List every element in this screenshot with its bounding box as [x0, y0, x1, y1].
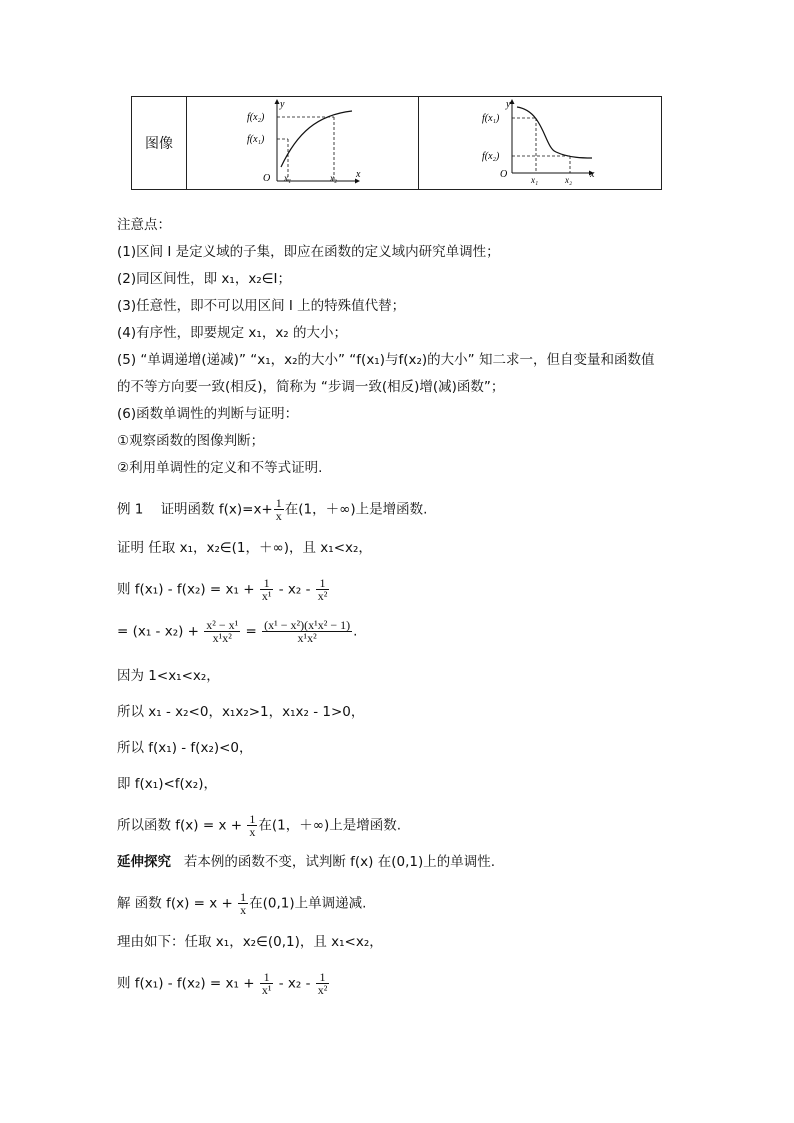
- proof-line-4: 因为 1<x₁<x₂，: [117, 668, 220, 684]
- table-label-cell: 图像: [132, 97, 187, 189]
- solution-line-1: 解 函数 f(x) = x + $\frac{1}{x}$ 在(0,1)上单调递减.: [117, 890, 367, 917]
- proof-line-8: 所以函数 f(x) = x + $\frac{1}{x}$ 在(1，＋∞)上是增函数.: [117, 812, 402, 839]
- note-6a: ①观察函数的图像判断；: [117, 433, 265, 449]
- notes-heading: 注意点：: [117, 217, 171, 233]
- fraction: $\frac{1}{\text{x²}}$: [317, 970, 328, 997]
- solution-line-2: 理由如下：任取 x₁，x₂∈(0,1)，且 x₁<x₂，: [117, 934, 383, 950]
- label-y: y: [280, 99, 285, 110]
- proof-line-6: 所以 f(x₁) - f(x₂)<0，: [117, 740, 253, 756]
- note-6: (6)函数单调性的判断与证明：: [117, 406, 299, 422]
- fraction: $\frac{1}{\text{x²}}$: [317, 576, 328, 603]
- label-x2: x₂: [330, 173, 338, 183]
- example-fraction: $\frac{1}{x}$: [275, 496, 282, 523]
- fraction: $\frac{\text{(x¹ − x²)(x¹x² − 1)}}{\text{x¹x²}}$: [264, 618, 351, 645]
- increasing-curve: [281, 111, 352, 167]
- decreasing-curve: [517, 107, 592, 158]
- label-x: x: [356, 169, 361, 180]
- label-f-x1: f(x₁): [247, 134, 265, 145]
- label-origin: O: [263, 173, 271, 184]
- label-x: x: [590, 169, 595, 180]
- label-f-x2: f(x₂): [482, 151, 500, 162]
- note-6b: ②利用单调性的定义和不等式证明.: [117, 460, 323, 476]
- proof-line-7: 即 f(x₁)<f(x₂)，: [117, 776, 217, 792]
- proof-line-3: = (x₁ - x₂) + $\frac{\text{x² − x¹}}{\text{x¹x²}}$ = $\frac{\text{(x¹ − x²)(x¹x² − 1)}}{\text{x¹x²}}$ .: [117, 618, 358, 645]
- fraction: $\frac{1}{\text{x¹}}$: [261, 576, 272, 603]
- label-x1: x₁: [284, 173, 292, 183]
- y-axis-arrow: [275, 99, 280, 104]
- extension-text: 若本例的函数不变，试判断 f(x) 在(0,1)上的单调性.: [183, 854, 496, 870]
- extension-label: 延伸探究: [117, 854, 171, 870]
- fraction: $\frac{1}{\text{x¹}}$: [261, 970, 272, 997]
- fraction: $\frac{1}{x}$: [240, 890, 247, 917]
- example-post: 在(1，＋∞)上是增函数.: [284, 501, 428, 518]
- decreasing-graph-cell: [419, 97, 661, 189]
- decreasing-function-graph: [419, 97, 663, 189]
- proof-line-5: 所以 x₁ - x₂<0，x₁x₂>1，x₁x₂ - 1>0，: [117, 704, 365, 720]
- note-4: (4)有序性，即要规定 x₁，x₂ 的大小；: [117, 325, 348, 341]
- increasing-function-graph: [187, 97, 419, 189]
- label-origin: O: [500, 169, 508, 180]
- note-3: (3)任意性，即不可以用区间 I 上的特殊值代替；: [117, 298, 406, 314]
- note-5b: 的不等方向要一致(相反)，简称为 “步调一致(相反)增(减)函数”；: [117, 379, 505, 395]
- label-x1: x₁: [531, 175, 539, 185]
- fraction: $\frac{1}{x}$: [249, 812, 256, 839]
- note-2: (2)同区间性，即 x₁，x₂∈I；: [117, 271, 291, 287]
- label-f-x2: f(x₂): [247, 112, 265, 123]
- monotonic-graph-table: [131, 96, 662, 190]
- example-label: 例 1: [117, 501, 144, 518]
- label-x2: x₂: [565, 175, 573, 185]
- extension-line: [117, 853, 495, 871]
- label-y: y: [506, 99, 511, 110]
- example-1: [117, 497, 427, 522]
- label-f-x1: f(x₁): [482, 113, 500, 124]
- example-pre: 证明函数 f(x)=x+: [160, 501, 273, 518]
- proof-line-1: 证明 任取 x₁，x₂∈(1，＋∞)，且 x₁<x₂，: [117, 540, 372, 556]
- note-5a: (5) “单调递增(递减)” “x₁，x₂的大小” “f(x₁)与f(x₂)的大小” 知二求一，但自变量和函数值: [117, 352, 655, 368]
- proof-line-2: 则 f(x₁) - f(x₂) = x₁ + $\frac{1}{\text{x¹}}$ - x₂ - $\frac{1}{\text{x²}}$: [117, 576, 328, 603]
- note-1: (1)区间 I 是定义域的子集，即应在函数的定义域内研究单调性；: [117, 244, 500, 260]
- fraction: $\frac{\text{x² − x¹}}{\text{x¹x²}}$: [206, 618, 239, 645]
- solution-line-3: 则 f(x₁) - f(x₂) = x₁ + $\frac{1}{\text{x¹}}$ - x₂ - $\frac{1}{\text{x²}}$: [117, 970, 328, 997]
- increasing-graph-cell: [187, 97, 419, 189]
